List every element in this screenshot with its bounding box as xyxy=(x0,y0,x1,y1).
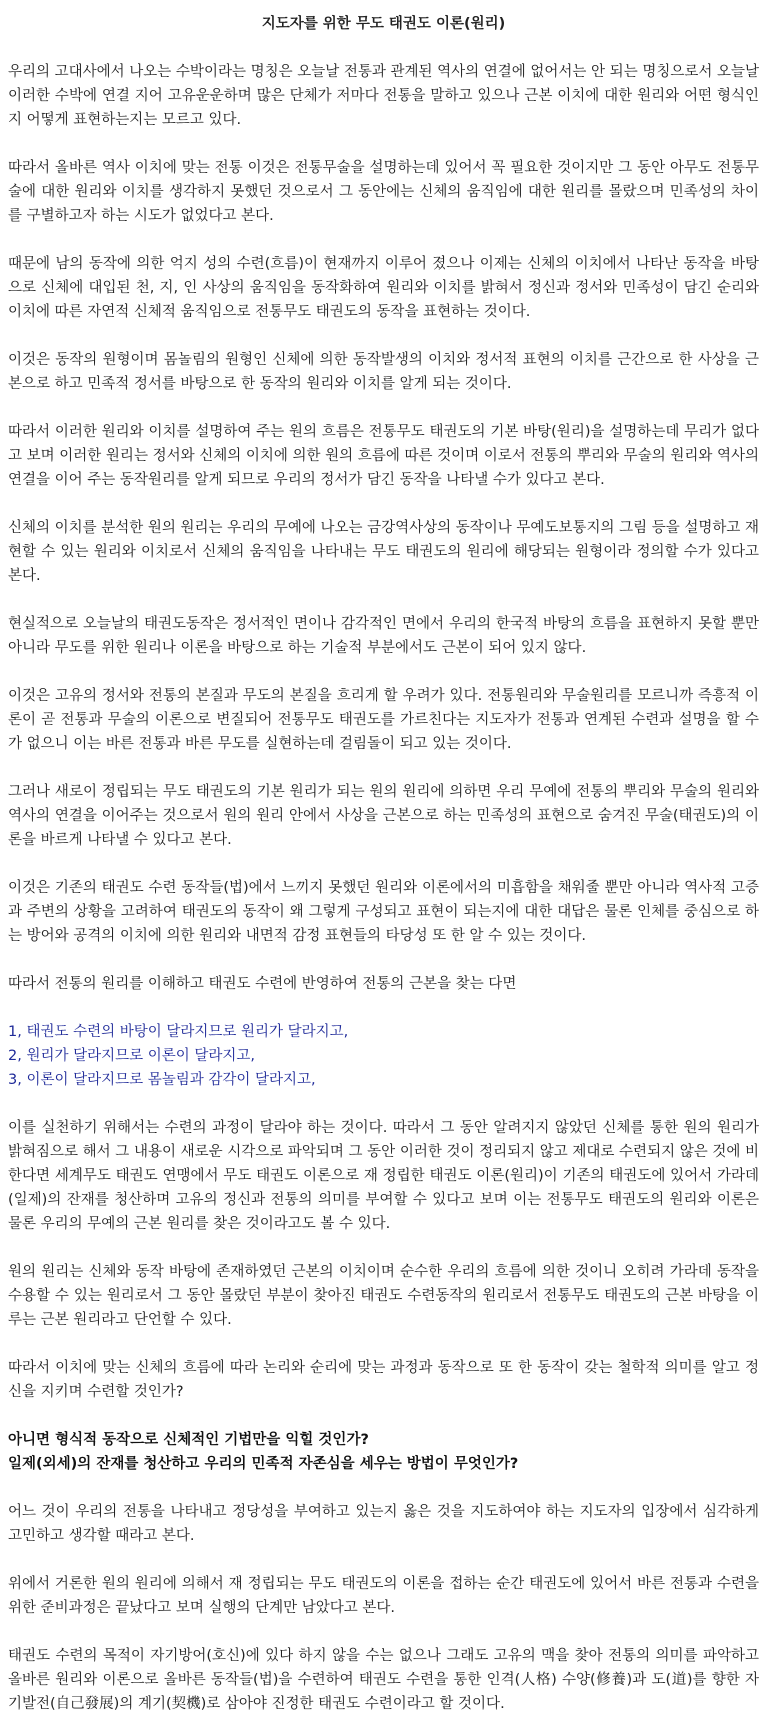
paragraph: 이것은 고유의 정서와 전통의 본질과 무도의 본질을 흐리게 할 우려가 있다. 전통원리와 무술원리를 모르니까 즉흥적 이론이 곧 전통과 무술의 이론으로 변질되어 전통무도 태권도를 가르친다는 지도자가 전통과 연계된 수련과 설명을 할 수가 없으니 이는 바른 전통과 바른 무도를 실현하는데 걸림돌이 되고 있는 것이다. xyxy=(8,688,759,752)
paragraph: 원의 원리는 신체와 동작 바탕에 존재하였던 근본의 이치이며 순수한 우리의 흐름에 의한 것이니 오히려 가라데 동작을 수용할 수 있는 원리로서 그 동안 몰랐던 부분이 찾아진 태권도 수련동작의 원리로서 전통무도 태권도의 근본 바탕을 이루는 근본 원리라고 단언할 수 있다. xyxy=(8,1264,759,1328)
paragraph: 따라서 전통의 원리를 이해하고 태권도 수련에 반영하여 전통의 근본을 찾는 다면 xyxy=(8,976,517,992)
paragraph: 따라서 이치에 맞는 신체의 흐름에 따라 논리와 순리에 맞는 과정과 동작으로 또 한 동작이 갖는 철학적 의미를 알고 정신을 지키며 수련할 것인가? xyxy=(8,1360,759,1400)
question-line: 아니면 형식적 동작으로 신체적인 기법만을 익힐 것인가? xyxy=(8,1432,369,1448)
paragraph: 이를 실천하기 위해서는 수련의 과정이 달라야 하는 것이다. 따라서 그 동안 알려지지 않았던 신체를 통한 원의 원리가 밝혀짐으로 해서 그 내용이 새로운 시각으로 파악되며 그 동안 이러한 것이 정리되지 않고 제대로 수련되지 않은 것에 비한다면 세계무도 태권도 연맹에서 무도 태권도 이론으로 재 정립한 태권도 이론(원리)이 기존의 태권도에 있어서 가라데(일제)의 잔재를 청산하며 고유의 정신과 전통의 의미를 부여할 수 있다고 보며 이는 전통무도 태권도의 원리와 이론은 물론 우리의 무예의 근본 원리를 찾은 것이라고도 볼 수 있다. xyxy=(8,1120,759,1232)
paragraph: 우리의 고대사에서 나오는 수박이라는 명칭은 오늘날 전통과 관계된 역사의 연결에 없어서는 안 되는 명칭으로서 오늘날 이러한 수박에 연결 지어 고유운운하며 많은 단체가 저마다 전통을 말하고 있으나 근본 이치에 대한 원리와 어떤 형식인지 어떻게 표현하는지는 모르고 있다. xyxy=(8,64,759,128)
paragraph: 따라서 올바른 역사 이치에 맞는 전통 이것은 전통무술을 설명하는데 있어서 꼭 필요한 것이지만 그 동안 아무도 전통무술에 대한 원리와 이치를 생각하지 못했던 것으로서 그 동안에는 신체의 움직임에 대한 원리를 몰랐으며 민족성의 차이를 구별하고자 하는 시도가 없었다고 본다. xyxy=(8,160,759,224)
paragraph: 이것은 동작의 원형이며 몸놀림의 원형인 신체에 의한 동작발생의 이치와 정서적 표현의 이치를 근간으로 한 사상을 근본으로 하고 민족적 정서를 바탕으로 한 동작의 원리와 이치를 알게 되는 것이다. xyxy=(8,352,759,392)
paragraph: 때문에 남의 동작에 의한 억지 성의 수련(흐름)이 현재까지 이루어 졌으나 이제는 신체의 이치에서 나타난 동작을 바탕으로 신체에 대입된 천, 지, 인 사상의 움직임을 동작화하여 원리와 이치를 밝혀서 정신과 정서와 민족성이 담긴 순리와 이치에 따른 자연적 신체적 움직임으로 전통무도 태권도의 동작을 표현하는 것이다. xyxy=(8,256,759,320)
paragraph: 따라서 이러한 원리와 이치를 설명하여 주는 원의 흐름은 전통무도 태권도의 기본 바탕(원리)을 설명하는데 무리가 없다고 보며 이러한 원리는 정서와 신체의 이치에 의한 원의 흐름에 따른 것이며 이로서 전통의 뿌리와 무술의 원리와 역사의 연결을 이어 주는 동작원리를 알게 되므로 우리의 정서가 담긴 동작을 나타낼 수가 있다고 본다. xyxy=(8,424,759,488)
paragraph: 이것은 기존의 태권도 수련 동작들(법)에서 느끼지 못했던 원리와 이론에서의 미흡함을 채워줄 뿐만 아니라 역사적 고증과 주변의 상황을 고려하여 태권도의 동작이 왜 그렇게 구성되고 표현이 되는지에 대한 대답은 물론 인체를 중심으로 하는 방어와 공격의 이치에 의한 원리와 내면적 감정 표현들의 타당성 또 한 알 수 있는 것이다. xyxy=(8,880,759,944)
bold-questions xyxy=(8,1428,759,1476)
paragraph: 위에서 거론한 원의 원리에 의해서 재 정립되는 무도 태권도의 이론을 접하는 순간 태권도에 있어서 바른 전통과 수련을 위한 준비과정은 끝났다고 보며 실행의 단계만 남았다고 본다. xyxy=(8,1576,759,1616)
paragraph: 현실적으로 오늘날의 태권도동작은 정서적인 면이나 감각적인 면에서 우리의 한국적 바탕의 흐름을 표현하지 못할 뿐만 아니라 무도를 위한 원리나 이론을 바탕으로 하는 기술적 부분에서도 근본이 되어 있지 않다. xyxy=(8,616,759,656)
list-item: 2, 원리가 달라지므로 이론이 달라지고, xyxy=(8,1048,255,1064)
paragraph: 신체의 이치를 분석한 원의 원리는 우리의 무예에 나오는 금강역사상의 동작이나 무예도보통지의 그림 등을 설명하고 재현할 수 있는 원리와 이치로서 신체의 움직임을 나타내는 무도 태권도의 원리에 해당되는 원형이라 정의할 수가 있다고 본다. xyxy=(8,520,759,584)
list-item: 3, 이론이 달라지므로 몸놀림과 감각이 달라지고, xyxy=(8,1072,316,1088)
page-title: 지도자를 위한 무도 태권도 이론(원리) xyxy=(261,16,506,32)
numbered-list xyxy=(8,1020,759,1092)
question-line: 일제(외세)의 잔재를 청산하고 우리의 민족적 자존심을 세우는 방법이 무엇인가? xyxy=(8,1456,519,1472)
paragraph: 어느 것이 우리의 전통을 나타내고 정당성을 부여하고 있는지 옳은 것을 지도하여야 하는 지도자의 입장에서 심각하게 고민하고 생각할 때라고 본다. xyxy=(8,1504,759,1544)
paragraph: 그러나 새로이 정립되는 무도 태권도의 기본 원리가 되는 원의 원리에 의하면 우리 무예에 전통의 뿌리와 무술의 원리와 역사의 연결을 이어주는 것으로서 원의 원리 안에서 사상을 근본으로 하는 민족성의 표현으로 숨겨진 무술(태권도)의 이론을 바르게 나타낼 수 있다고 본다. xyxy=(8,784,759,848)
list-item: 1, 태권도 수련의 바탕이 달라지므로 원리가 달라지고, xyxy=(8,1024,349,1040)
paragraph: 태권도 수련의 목적이 자기방어(호신)에 있다 하지 않을 수는 없으나 그래도 고유의 맥을 찾아 전통의 의미를 파악하고 올바른 원리와 이론으로 올바른 동작들(법)을 수련하여 태권도 수련을 통한 인격(人格) 수양(修養)과 도(道)를 향한 자기발전(自己發展)의 계기(契機)로 삼아야 진정한 태권도 수련이라고 할 것이다. xyxy=(8,1648,759,1712)
